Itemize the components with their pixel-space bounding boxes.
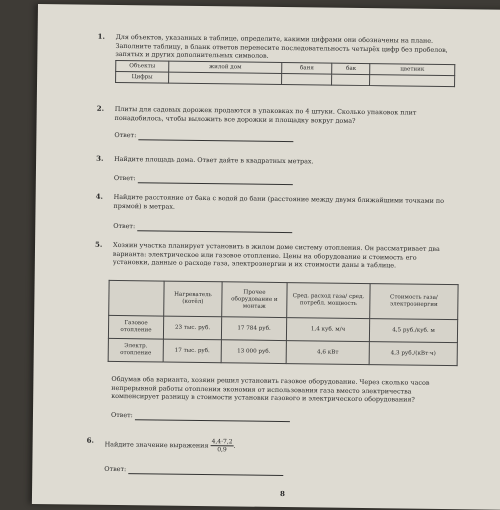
table-cell: 1,4 куб. м/ч [286, 318, 369, 342]
task-number: 5. [95, 239, 103, 249]
table-cell: цветник [370, 64, 455, 76]
task-text: Найдите расстояние от бака с водой до бани (расстояние между двумя ближайшими точками по прямой) в метрах. [113, 192, 445, 211]
task-5 [35, 239, 500, 270]
task-text: Обдумав оба варианта, хозяин решил установить газовое оборудование. Через сколько часов непрерывной работы отопления экономия от использования газа вместо электричества компенсирует разницу в стоимости установки газового и электрического оборудования? [111, 374, 430, 404]
answer-cell[interactable] [332, 74, 370, 85]
workbook-page [32, 4, 500, 510]
task-text: Для объектов, указанных в таблице, определите, какими цифрами они обозначены на плане. Заполните таблицу, в бланк ответов перенесите последовательность четырёх цифр без пробелов, запятых и других дополнительных символов. [115, 32, 448, 61]
answer-field[interactable] [128, 467, 283, 476]
table-cell: Сред. расход газа/ сред. потребл. мощность [287, 283, 370, 319]
task-text [105, 437, 445, 456]
task-5-question [33, 374, 500, 420]
task-2 [37, 103, 500, 140]
period: . [233, 441, 236, 450]
task-text: Найдите площадь дома. Ответ дайте в квадратных метрах. [114, 154, 314, 166]
task-number: 6. [86, 435, 95, 445]
task-number: 3. [96, 153, 104, 163]
answer-cell[interactable] [281, 73, 332, 85]
task-number: 4. [95, 191, 104, 201]
answer-line [104, 465, 283, 476]
task-number: 1. [97, 31, 105, 41]
answer-label: Ответ: [114, 130, 137, 140]
task-text-label: Найдите значение выражения [104, 440, 209, 450]
table-cell: баня [282, 62, 333, 74]
answer-field[interactable] [138, 133, 293, 142]
table-row [109, 280, 458, 319]
table-cell: Цифры [116, 71, 169, 83]
table-cell: 4,5 руб./куб. м [369, 319, 457, 343]
table-cell: 13 000 руб. [221, 340, 286, 364]
heating-table [108, 280, 459, 366]
fraction-numerator: 4,4·7,2 [211, 438, 233, 446]
table-cell: 17 тыс. руб. [163, 339, 221, 363]
table-cell: Прочее оборудование и монтаж [222, 282, 287, 318]
task-3 [36, 153, 500, 183]
table-cell: Стоимость газа/ электроэнергии [370, 284, 458, 320]
table-cell: 4,3 руб./(кВт·ч) [369, 342, 457, 366]
table-cell: Газовое отопление [108, 315, 163, 339]
answer-line [114, 174, 293, 185]
task-number: 2. [96, 103, 105, 113]
answer-field[interactable] [135, 413, 290, 422]
table-cell [109, 280, 164, 316]
answer-line [114, 131, 293, 142]
task-1 [38, 31, 500, 61]
answer-label: Ответ: [110, 410, 133, 420]
table-cell: бак [332, 63, 370, 74]
answer-line [113, 222, 292, 233]
table-cell: 17 784 руб. [221, 317, 286, 341]
table-row [108, 338, 457, 365]
answer-label: Ответ: [113, 221, 136, 231]
answer-field[interactable] [137, 224, 292, 233]
task-4 [36, 191, 500, 231]
table-cell: Объекты [116, 60, 169, 72]
answer-label: Ответ: [104, 464, 127, 474]
answer-cell[interactable] [169, 72, 282, 84]
table-cell: 23 тыс. руб. [163, 316, 221, 340]
task-6 [33, 435, 500, 474]
table-cell: 4,6 кВт [286, 341, 369, 365]
task-text: Плиты для садовых дорожек продаются в упаковках по 4 штуки. Сколько упаковок плит понадобилось, чтобы выложить все дорожки и площадку вокруг дома? [114, 104, 417, 125]
answer-cell[interactable] [370, 75, 455, 87]
fraction [210, 438, 233, 453]
table-cell: жилой дом [169, 61, 282, 73]
objects-table [115, 60, 455, 87]
answer-line [111, 411, 290, 422]
table-cell: Нагреватель (котёл) [164, 281, 222, 317]
task-text: Хозяин участка планирует установить в жилом доме систему отопления. Он рассматривает два варианта: электрическое или газовое отопление. Цены на оборудование и стоимость его установки, данные о расходе газа, электроэнергии и их стоимости даны в таблице. [112, 240, 440, 270]
page-number: 8 [279, 488, 285, 499]
table-cell: Электр. отопление [108, 338, 163, 362]
answer-field[interactable] [138, 176, 293, 185]
answer-label: Ответ: [113, 173, 136, 183]
fraction-denominator: 0,9 [217, 446, 227, 454]
